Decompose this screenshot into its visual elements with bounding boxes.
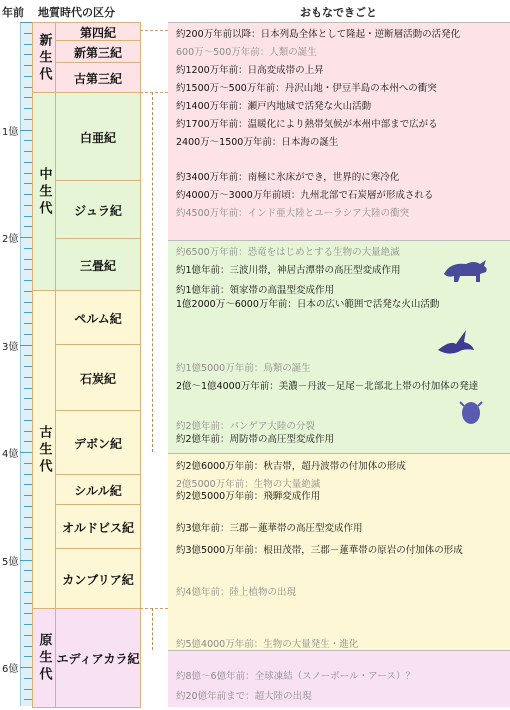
event-item: 約3億年前：三郡－蓮華帯の高圧型変成作用 <box>176 523 363 534</box>
axis-tick <box>20 130 32 131</box>
era-cenozoic: 新生代 <box>32 22 56 94</box>
event-item: 約3400万年前：南極に氷床ができ，世界的に寒冷化 <box>176 172 400 183</box>
axis-tick <box>24 312 32 313</box>
period-ordovician: オルドビス紀 <box>55 504 141 550</box>
axis-tick <box>24 162 32 163</box>
axis-tick <box>24 302 32 303</box>
axis-tick <box>24 108 32 109</box>
axis-tick <box>24 33 32 34</box>
axis-tick-label: 3億 <box>2 341 19 353</box>
axis-tick <box>24 538 32 539</box>
axis-tick-label: 6億 <box>2 664 19 675</box>
event-item: 約1700万年前：温暖化により熱帯気候が本州中部まで広がる <box>176 119 438 130</box>
era-proterozoic: 原生代 <box>32 608 56 708</box>
axis-tick <box>24 431 32 432</box>
axis-tick <box>24 624 32 625</box>
axis-tick <box>24 603 32 604</box>
event-item: 約1億年前：領家帯の高温型変成作用 <box>176 285 335 296</box>
axis-tick <box>24 119 32 120</box>
axis-tick <box>24 248 32 249</box>
period-cretaceous: 白亜紀 <box>55 92 141 182</box>
axis-tick <box>24 216 32 217</box>
axis-tick <box>24 334 32 335</box>
axis-tick <box>24 656 32 657</box>
axis-tick <box>24 291 32 292</box>
event-item: 2400万～1500万年前：日本海の誕生 <box>176 137 339 148</box>
axis-tick <box>24 678 32 679</box>
axis-tick <box>24 495 32 496</box>
guide-line <box>152 608 153 650</box>
axis-tick <box>24 194 32 195</box>
axis-tick-label: 5億 <box>2 556 19 568</box>
axis-tick <box>24 699 32 700</box>
period-devonian: デボン紀 <box>55 410 141 476</box>
axis-tick <box>24 151 32 152</box>
trilobite-icon <box>458 400 484 426</box>
axis-tick <box>24 280 32 281</box>
period-ediacaran: エディアカラ紀 <box>55 608 141 708</box>
period-quaternary: 第四紀 <box>55 22 141 42</box>
event-item: 約1億5000万年前：鳥類の誕生 <box>176 363 311 374</box>
period-cambrian: カンブリア紀 <box>55 548 141 610</box>
axis-tick <box>24 226 32 227</box>
triceratops-icon <box>440 254 490 284</box>
axis-tick <box>24 87 32 88</box>
axis-tick <box>24 366 32 367</box>
axis-tick <box>24 420 32 421</box>
event-item: 約2億6000万年前：秋吉帯，超丹波帯の付加体の形成 <box>176 461 406 472</box>
axis-tick <box>24 183 32 184</box>
bird-icon <box>436 326 476 358</box>
period-jurassic: ジュラ紀 <box>55 180 141 240</box>
axis-tick <box>20 667 32 668</box>
axis-tick <box>24 517 32 518</box>
guide-line <box>140 30 168 32</box>
axis-tick <box>24 269 32 270</box>
axis-tick-label: 2億 <box>2 234 19 245</box>
event-item: 600万～500万年前：人類の誕生 <box>176 47 317 58</box>
guide-line <box>152 92 153 452</box>
axis-tick <box>24 97 32 98</box>
axis-tick <box>24 323 32 324</box>
guide-line <box>140 92 168 94</box>
axis-tick <box>20 345 32 346</box>
event-item: 約5億4000万年前：生物の大量発生・進化 <box>176 639 359 650</box>
axis-tick <box>24 689 32 690</box>
event-item: 約1400万年前：瀬戸内地域で活発な火山活動 <box>176 101 372 112</box>
event-item: 2億～1億4000万年前：美濃－丹波－足尾－北部北上帯の付加体の発達 <box>176 381 479 392</box>
axis-tick <box>24 205 32 206</box>
axis-tick <box>24 635 32 636</box>
axis-tick <box>24 76 32 77</box>
event-item: 2億5000万年前：生物の大量絶滅 <box>176 479 321 490</box>
event-item: 約1500万～500万年前：丹沢山地・伊豆半島の本州への衝突 <box>176 83 437 94</box>
event-item: 約20億年前まで：超大陸の出現 <box>176 691 312 702</box>
division-header: 地質時代の区分 <box>38 6 115 19</box>
axis-tick <box>24 65 32 66</box>
axis-tick <box>24 484 32 485</box>
event-item: 約1億年前：三波川帯，神居古潭帯の高圧型変成作用 <box>176 265 401 276</box>
event-item: 約8億～6億年前：全球凍結（スノーボール・アース）？ <box>176 671 415 682</box>
axis-tick <box>24 409 32 410</box>
period-permian: ペルム紀 <box>55 290 141 346</box>
axis-tick <box>24 527 32 528</box>
axis-tick <box>24 377 32 378</box>
axis-tick <box>24 173 32 174</box>
event-item: 約2億5000万年前：飛騨変成作用 <box>176 491 321 502</box>
event-item: 約6500万年前：恐竜をはじめとする生物の大量絶滅 <box>176 247 400 258</box>
axis-tick <box>24 441 32 442</box>
events-header: おもなできごと <box>300 6 377 19</box>
event-item: 約4000万～3000万年前頃：九州北部で石炭層が形成される <box>176 190 434 201</box>
event-item: 約4億年前：陸上植物の出現 <box>176 587 297 598</box>
axis-tick <box>20 452 32 453</box>
era-mesozoic: 中生代 <box>32 92 56 292</box>
axis-tick <box>24 581 32 582</box>
axis-tick <box>24 506 32 507</box>
event-item: 1億2000万～6000万年前：日本の広い範囲で活発な火山活動 <box>176 299 440 310</box>
event-item: 約1200万年前：日高変成帯の上昇 <box>176 65 324 76</box>
period-silurian: シルル紀 <box>55 474 141 506</box>
axis-tick <box>24 140 32 141</box>
axis-tick <box>24 355 32 356</box>
period-neogene: 新第三紀 <box>55 40 141 64</box>
axis-tick <box>20 22 32 23</box>
axis-tick <box>24 398 32 399</box>
axis-tick <box>24 259 32 260</box>
guide-line <box>140 608 168 610</box>
period-triassic: 三畳紀 <box>55 238 141 292</box>
event-item: 約3億5000万年前：根田茂帯，三郡－蓮華帯の原岩の付加体の形成 <box>176 545 463 556</box>
axis-tick <box>24 549 32 550</box>
axis-tick <box>24 613 32 614</box>
event-item: 約2億年前：パンゲア大陸の分裂 <box>176 421 315 432</box>
axis-tick <box>24 463 32 464</box>
event-item: 約200万年前以降：日本列島全体として隆起・逆断層活動の活発化 <box>176 29 461 40</box>
age-header: 年前 <box>2 6 24 19</box>
axis-tick <box>24 388 32 389</box>
axis-tick-label: 4億 <box>2 449 19 460</box>
axis-tick <box>24 570 32 571</box>
axis-tick <box>24 592 32 593</box>
event-item: 約2億年前：周防帯の高圧型変成作用 <box>176 434 335 445</box>
axis-tick <box>24 44 32 45</box>
period-carboniferous: 石炭紀 <box>55 344 141 412</box>
event-item: 約4500万年前：インド亜大陸とユーラシア大陸の衝突 <box>176 208 410 219</box>
period-paleogene: 古第三紀 <box>55 62 141 94</box>
era-paleozoic: 古生代 <box>32 290 56 610</box>
axis-tick <box>24 54 32 55</box>
axis-tick <box>24 474 32 475</box>
axis-tick-label: 1億 <box>2 126 19 138</box>
axis-tick <box>20 237 32 238</box>
axis-tick <box>20 560 32 561</box>
axis-tick <box>24 646 32 647</box>
